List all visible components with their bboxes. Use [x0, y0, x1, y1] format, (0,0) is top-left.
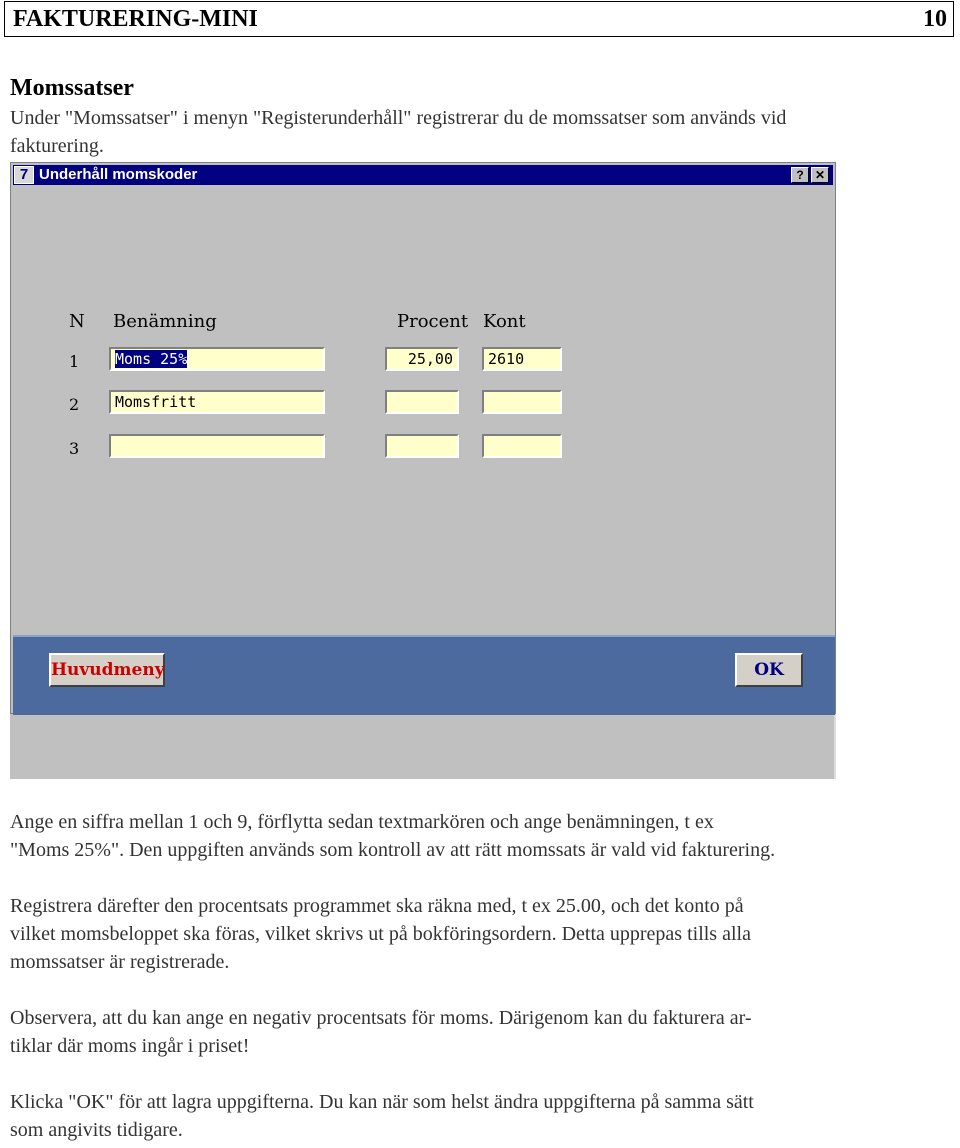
row-number: 2 [69, 395, 80, 414]
account-field[interactable] [482, 390, 562, 414]
percent-field[interactable] [385, 390, 459, 414]
paragraph-2-line-1: Registrera därefter den procentsats programmet ska räkna med, t ex 25.00, och det konto på [10, 895, 744, 917]
paragraph-2-line-3: momssatser är registrerade. [10, 951, 230, 973]
dialog-screenshot [10, 162, 836, 779]
close-button[interactable]: ✕ [811, 167, 829, 183]
paragraph-2-line-2: vilket momsbeloppet ska föras, vilket skrivs ut på bokföringsordern. Detta upprepas tills alla [10, 923, 751, 945]
paragraph-4-line-2: som angivits tidigare. [10, 1119, 183, 1141]
percent-field[interactable]: 25,00 [385, 347, 459, 371]
paragraph-3-line-1: Observera, att du kan ange en negativ procentsats för moms. Därigenom kan du fakturera ar- [10, 1007, 752, 1029]
intro-line-2: fakturering. [10, 135, 104, 157]
vat-codes-window [10, 162, 836, 714]
percent-field[interactable] [385, 434, 459, 458]
paragraph-1-line-2: "Moms 25%". Den uppgiften används som kontroll av att rätt momssats är vald vid fakturering. [10, 839, 776, 861]
ok-button[interactable]: OK [735, 653, 803, 687]
button-bar [13, 635, 835, 715]
column-header-n: N [69, 311, 85, 332]
account-field[interactable]: 2610 [482, 347, 562, 371]
column-header-percent: Procent [397, 311, 469, 332]
help-button[interactable]: ? [791, 167, 809, 183]
name-field[interactable]: Momsfritt [109, 390, 325, 414]
row-number: 3 [69, 439, 80, 458]
paragraph-3-line-2: tiklar där moms ingår i priset! [10, 1035, 250, 1057]
intro-line-1: Under "Momssatser" i menyn "Registerunderhåll" registrerar du de momssatser som används vid [10, 107, 787, 129]
window-title: Underhåll momskoder [39, 166, 198, 183]
document-title: FAKTURERING-MINI [13, 6, 258, 32]
selected-text: Moms 25% [115, 350, 188, 368]
name-field[interactable] [109, 434, 325, 458]
window-titlebar [13, 165, 833, 185]
main-menu-button[interactable]: Huvudmeny [49, 653, 165, 687]
account-field[interactable] [482, 434, 562, 458]
page-number: 10 [923, 6, 947, 32]
section-heading: Momssatser [10, 75, 134, 101]
row-number: 1 [69, 352, 80, 371]
app-icon: 7 [14, 166, 34, 184]
page-header [4, 1, 954, 37]
column-header-account: Kont [483, 311, 526, 332]
paragraph-1-line-1: Ange en siffra mellan 1 och 9, förflytta sedan textmarkören och ange benämningen, t ex [10, 811, 714, 833]
paragraph-4-line-1: Klicka "OK" för att lagra uppgifterna. Du kan när som helst ändra uppgifterna på samma sätt [10, 1091, 754, 1113]
name-field[interactable] [109, 347, 325, 371]
column-header-name: Benämning [113, 311, 217, 332]
